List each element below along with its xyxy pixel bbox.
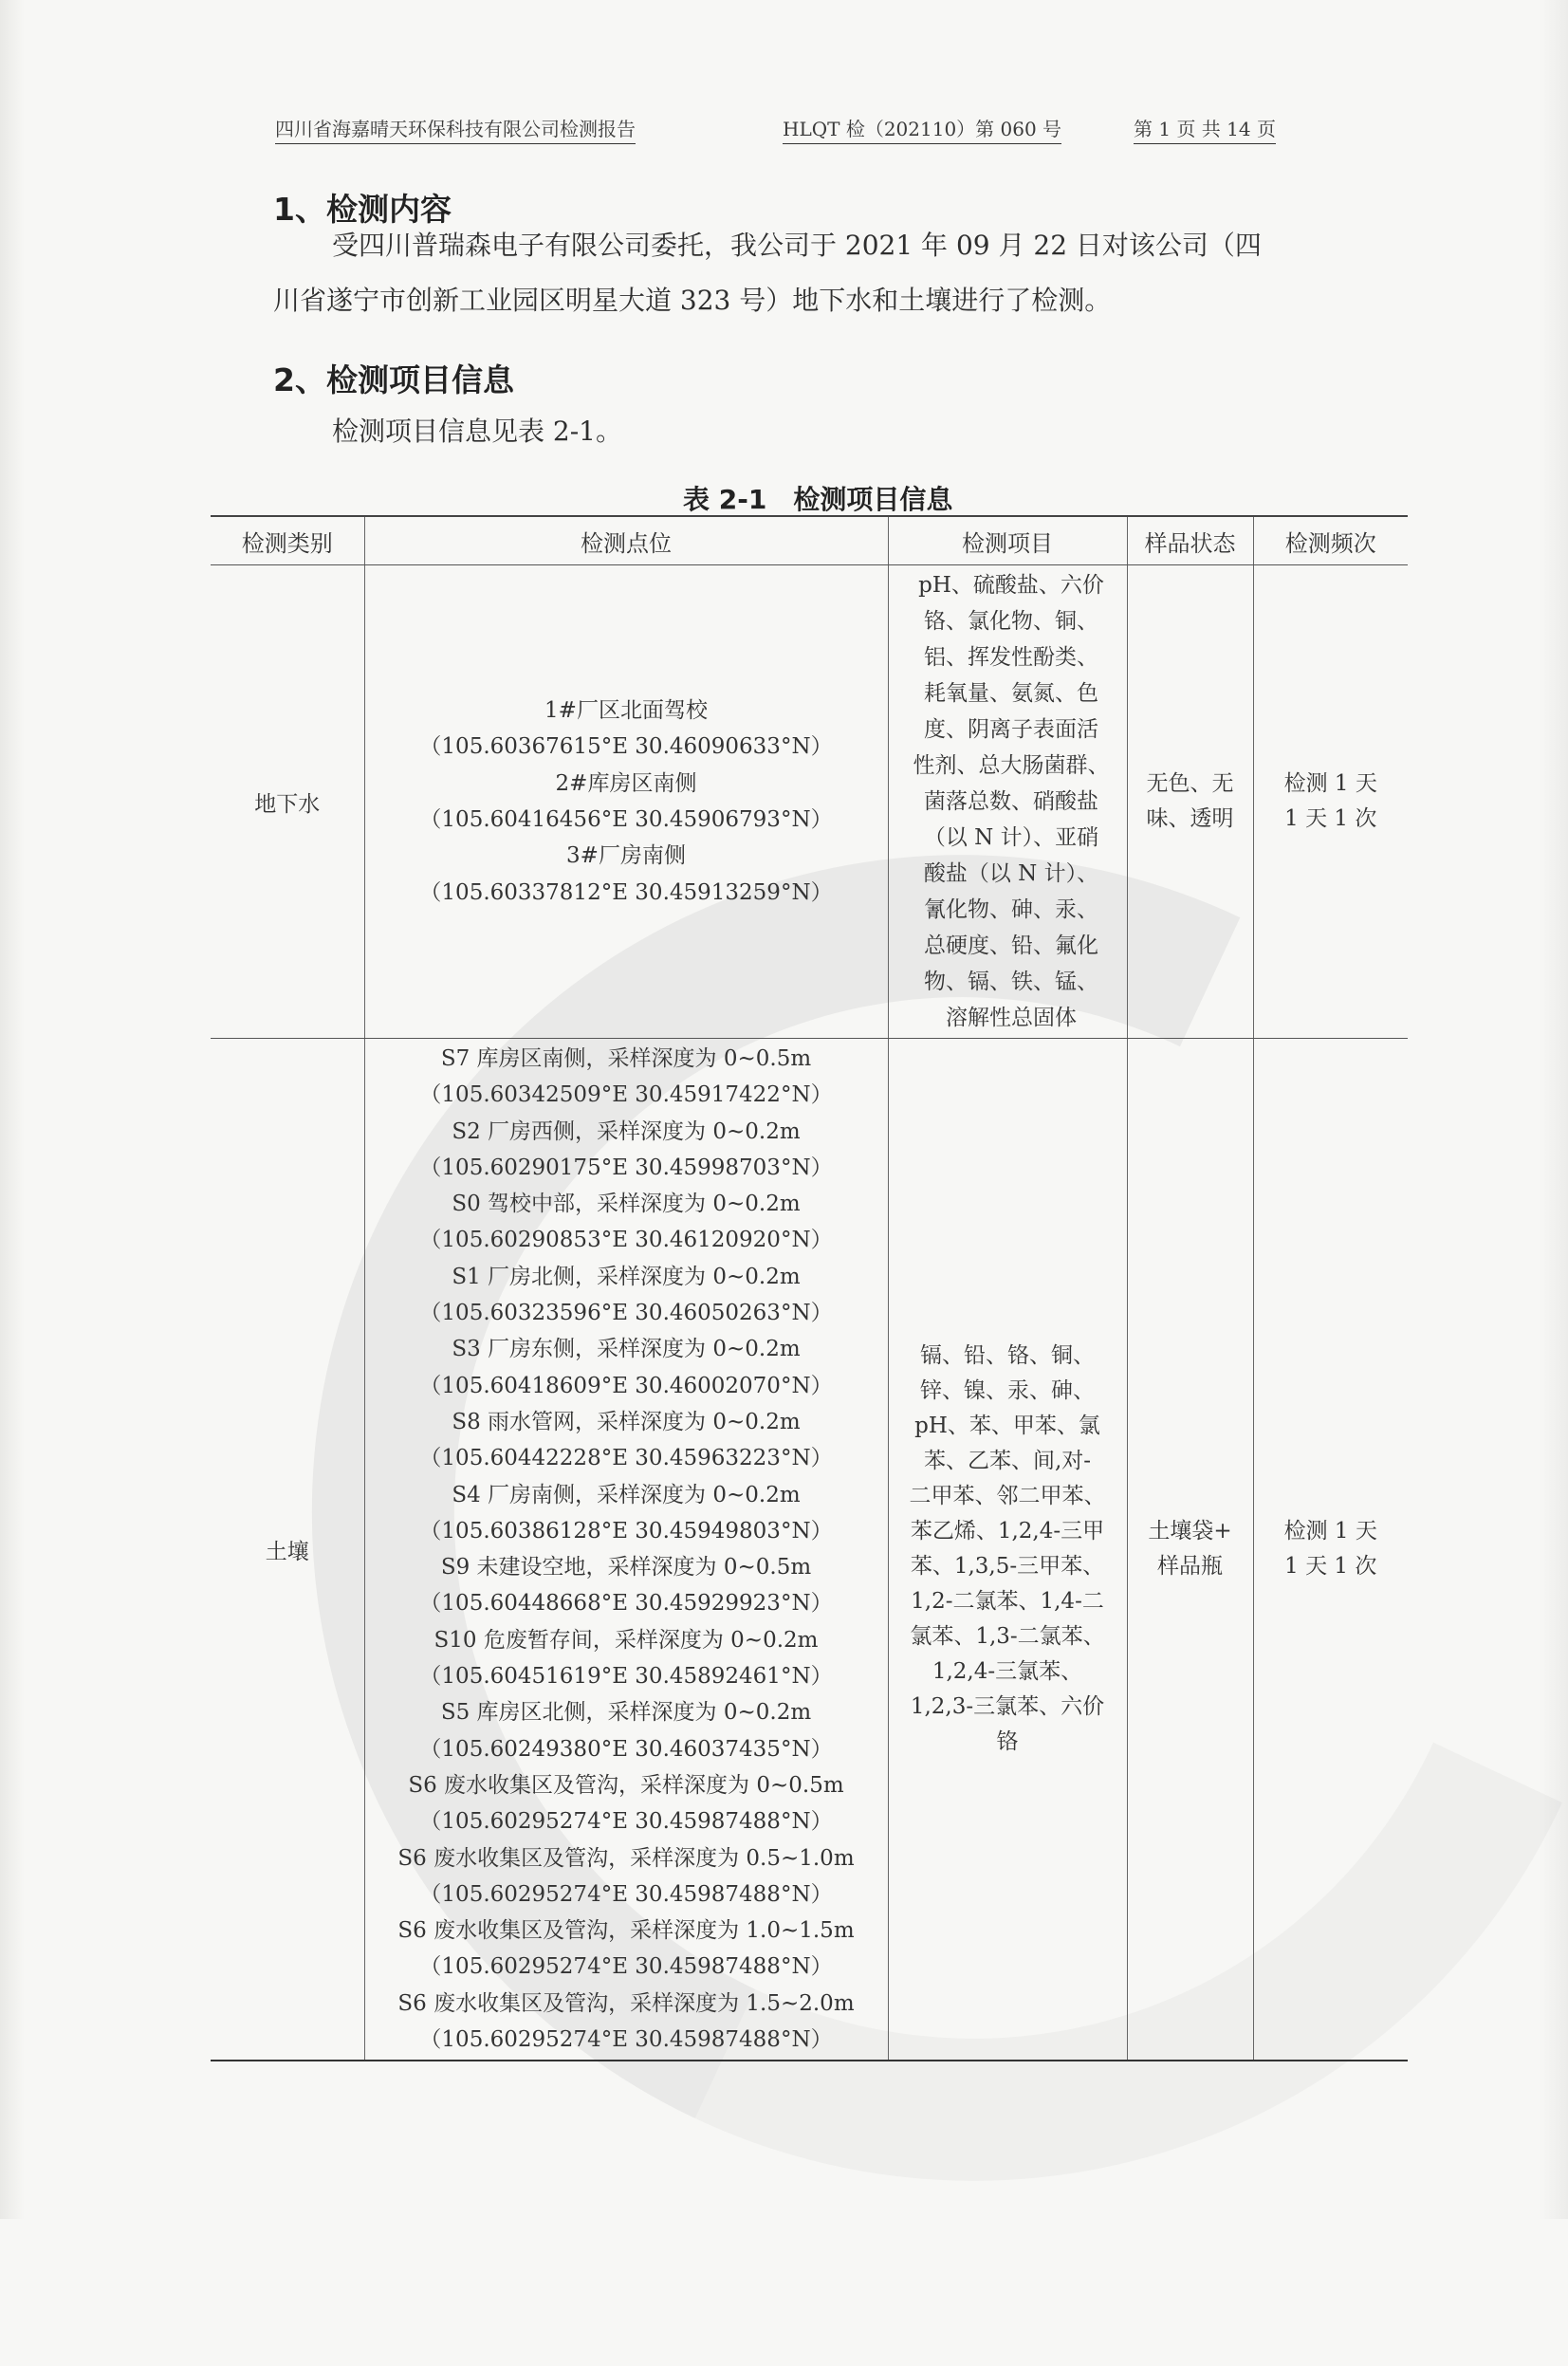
- table-header-row: [211, 516, 1408, 565]
- frequency-line: 1 天 1 次: [1284, 1554, 1377, 1580]
- section-2-title: 2、检测项目信息: [273, 361, 514, 398]
- point-line: S9 未建设空地，采样深度为 0~0.5m: [440, 1555, 812, 1580]
- frequency-soil: [1253, 1039, 1408, 2061]
- point-line: （105.60448668°E 30.45929923°N）: [419, 1591, 833, 1617]
- item-line: 铬: [996, 1729, 1019, 1755]
- point-line: S6 废水收集区及管沟，采样深度为 1.5~2.0m: [397, 1990, 855, 2016]
- state-line: 样品瓶: [1157, 1554, 1223, 1580]
- point-line: （105.60323596°E 30.46050263°N）: [419, 1301, 833, 1326]
- point-line: S6 废水收集区及管沟，采样深度为 0~0.5m: [408, 1772, 844, 1798]
- item-line: 物、镉、铁、锰、: [924, 970, 1098, 994]
- point-line: （105.60290853°E 30.46120920°N）: [419, 1228, 833, 1253]
- item-line: 铬、氯化物、铜、: [924, 609, 1098, 634]
- item-line: pH、硫酸盐、六价: [918, 573, 1104, 598]
- state-line: 土壤袋+: [1148, 1519, 1232, 1544]
- item-line: 氰化物、砷、汞、: [924, 897, 1098, 922]
- item-line: 菌落总数、硝酸盐: [924, 789, 1098, 814]
- table-caption: 表 2-1 检测项目信息: [683, 484, 953, 515]
- points-soil: [364, 1039, 888, 2061]
- col-header-state: 样品状态: [1127, 516, 1253, 565]
- item-line: 镉、铅、铬、铜、: [920, 1343, 1095, 1369]
- item-line: 1,2,3-三氯苯、六价: [910, 1694, 1105, 1720]
- items-soil: [888, 1039, 1127, 2061]
- frequency-line: 1 天 1 次: [1284, 806, 1377, 831]
- item-line: 度、阴离子表面活: [924, 717, 1098, 742]
- col-header-category: 检测类别: [211, 516, 364, 565]
- point-line: 2#库房区南侧: [555, 770, 697, 796]
- frequency-line: 检测 1 天: [1283, 771, 1377, 796]
- point-line: 1#厂区北面驾校: [544, 698, 708, 724]
- header-company: 四川省海嘉晴天环保科技有限公司检测报告: [275, 114, 636, 144]
- state-groundwater: [1127, 565, 1253, 1039]
- section-2-text: 检测项目信息见表 2-1。: [332, 416, 622, 447]
- point-line: （105.60418609°E 30.46002070°N）: [419, 1373, 833, 1398]
- state-soil: [1127, 1039, 1253, 2061]
- item-line: 锌、镍、汞、砷、: [920, 1378, 1095, 1404]
- header-report-number: HLQT 检（202110）第 060 号: [783, 114, 1061, 144]
- point-line: （105.60442228°E 30.45963223°N）: [419, 1446, 833, 1471]
- point-line: S0 驾校中部，采样深度为 0~0.2m: [452, 1192, 801, 1217]
- point-line: 3#厂房南侧: [566, 843, 686, 869]
- item-line: 苯、1,3,5-三甲苯、: [910, 1554, 1105, 1580]
- item-line: 氯苯、1,3-二氯苯、: [910, 1624, 1105, 1650]
- state-line: 味、透明: [1146, 806, 1234, 831]
- point-line: S8 雨水管网，采样深度为 0~0.2m: [452, 1409, 801, 1434]
- item-line: 溶解性总固体: [946, 1006, 1077, 1030]
- point-line: S2 厂房西侧，采样深度为 0~0.2m: [452, 1118, 801, 1144]
- item-line: 苯、乙苯、间,对-: [923, 1449, 1092, 1474]
- point-line: S7 库房区南侧，采样深度为 0~0.5m: [440, 1046, 812, 1071]
- scan-edge-left: [0, 0, 25, 2219]
- point-line: （105.60416456°E 30.45906793°N）: [419, 807, 833, 832]
- points-groundwater: [364, 565, 888, 1039]
- detection-info-table: [211, 515, 1408, 2061]
- point-line: （105.60290175°E 30.45998703°N）: [419, 1155, 833, 1180]
- item-line: 总硬度、铅、氟化: [924, 933, 1098, 958]
- point-line: S10 危废暂存间，采样深度为 0~0.2m: [434, 1627, 819, 1653]
- col-header-frequency: 检测频次: [1253, 516, 1408, 565]
- category-groundwater: 地下水: [211, 565, 364, 1039]
- header-page-number: 第 1 页 共 14 页: [1134, 114, 1276, 144]
- point-line: （105.60451619°E 30.45892461°N）: [419, 1664, 833, 1690]
- frequency-line: 检测 1 天: [1283, 1519, 1377, 1544]
- item-line: pH、苯、甲苯、氯: [914, 1414, 1100, 1439]
- frequency-groundwater: [1253, 565, 1408, 1039]
- point-line: S5 库房区北侧，采样深度为 0~0.2m: [440, 1700, 812, 1726]
- point-line: S4 厂房南侧，采样深度为 0~0.2m: [452, 1482, 801, 1507]
- page-header: [275, 114, 1309, 148]
- point-line: （105.60295274°E 30.45987488°N）: [419, 1881, 833, 1907]
- col-header-items: 检测项目: [888, 516, 1127, 565]
- point-line: （105.60386128°E 30.45949803°N）: [419, 1518, 833, 1543]
- col-header-points: 检测点位: [364, 516, 888, 565]
- table-row-soil: [211, 1039, 1408, 2061]
- item-line: 耗氧量、氨氮、色: [924, 681, 1098, 706]
- point-line: S6 废水收集区及管沟，采样深度为 0.5~1.0m: [397, 1845, 855, 1871]
- item-line: 1,2-二氯苯、1,4-二: [911, 1589, 1104, 1615]
- point-line: （105.60295274°E 30.45987488°N）: [419, 2027, 833, 2053]
- point-line: （105.60337812°E 30.45913259°N）: [419, 879, 833, 905]
- point-line: S3 厂房东侧，采样深度为 0~0.2m: [452, 1337, 801, 1362]
- point-line: （105.60295274°E 30.45987488°N）: [419, 1954, 833, 1980]
- point-line: （105.60249380°E 30.46037435°N）: [419, 1736, 833, 1762]
- items-groundwater: [888, 565, 1127, 1039]
- section-1-line-1: 受四川普瑞森电子有限公司委托，我公司于 2021 年 09 月 22 日对该公司（四: [332, 230, 1262, 261]
- state-line: 无色、无: [1146, 771, 1234, 796]
- item-line: 二甲苯、邻二甲苯、: [909, 1484, 1106, 1509]
- item-line: 铝、挥发性酚类、: [924, 645, 1098, 670]
- point-line: （105.60367615°E 30.46090633°N）: [419, 734, 833, 760]
- item-line: 1,2,4-三氯苯、: [932, 1659, 1083, 1685]
- table-row-groundwater: [211, 565, 1408, 1039]
- point-line: S1 厂房北侧，采样深度为 0~0.2m: [452, 1264, 801, 1289]
- section-1-title: 1、检测内容: [273, 191, 452, 228]
- item-line: 酸盐（以 N 计）、: [923, 861, 1099, 886]
- item-line: （以 N 计）、亚硝: [923, 825, 1099, 850]
- item-line: 性剂、总大肠菌群、: [913, 753, 1110, 778]
- point-line: S6 废水收集区及管沟，采样深度为 1.0~1.5m: [397, 1918, 855, 1944]
- category-soil: 土壤: [211, 1039, 364, 2061]
- point-line: （105.60295274°E 30.45987488°N）: [419, 1809, 833, 1835]
- point-line: （105.60342509°E 30.45917422°N）: [419, 1082, 833, 1108]
- scan-edge-right: [1540, 0, 1568, 2219]
- item-line: 苯乙烯、1,2,4-三甲: [910, 1519, 1105, 1544]
- section-1-line-2: 川省遂宁市创新工业园区明星大道 323 号）地下水和土壤进行了检测。: [273, 285, 1112, 316]
